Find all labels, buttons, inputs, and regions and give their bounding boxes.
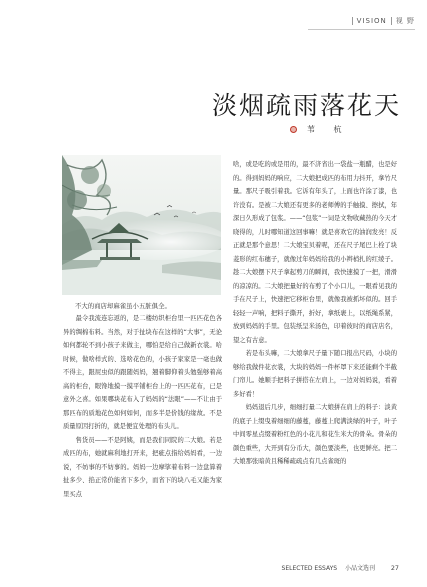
section-header <box>348 16 415 26</box>
image-caption: 不大的商店却麻雀虽小五脏俱全。 <box>75 302 171 310</box>
body-paragraph: 若是布头嘛，二大娘拿尺子量下随口报出尺码，小块的够给我做件花衣裳，大块的妈妈一件杯罩下来还能剩个半截门帘儿。她顺手把料子拼搭在左肩上，一边对妈妈说，看着多好看！ <box>233 350 397 398</box>
section-label-cn: 视 野 <box>395 17 415 25</box>
author-name: 苇 杭 <box>307 125 350 134</box>
header-rule <box>308 29 415 30</box>
article-title: 淡烟疏雨落花天 <box>211 91 401 120</box>
left-text-column <box>63 312 222 501</box>
body-paragraph: 啥，或是吃的或是用的，最不济省出一袋盐一瓶醋，也是好的。得到妈妈的响应，二大娘把成匹的布用力抖开，拿竹尺量。那尺子吸引着我。它诉有年头了，上面也许涂了漆，也许没有。是被二大娘还有更多的老师傅的手触摸、擦拭，年深日久形成了包浆。——“包浆”一词是文物收藏热的今天才晓得的，儿时哪知道这回事嘛！就是喜欢它的油润发亮！反正就是那个意思！二大娘宝贝着呢，还在尺子尾巴上栓了块菱形的红布穗子，就像过年妈妈给我的小辫梢扎的红绫子。趁二大娘摆下尺子拿起剪刀的瞬间，我快速摸了一把，滑滑的凉凉的。二大娘把量好的布剪了个小口儿，一眼看见我的手在尺子上，快速把它移柜台里，就像我被抓坏似的。回手轻轻一声响，把料子撕开，折好，拿纸裹上，以纸绳系紧，放到妈妈的手里。包装纸呈米汤色，印着彼时的商店店名，望之有古意。 <box>233 161 397 344</box>
author-bullet-icon <box>290 126 297 133</box>
author-byline <box>290 124 350 135</box>
right-text-column <box>233 158 397 469</box>
header-divider <box>391 17 392 25</box>
ink-landscape-painting <box>62 155 221 295</box>
magazine-name-cn: 小品文选刊 <box>344 565 375 572</box>
body-paragraph: 最令我流连忘返的，是二楼纺织柜台里一匹匹花色各异的绸棉布料。当然，对于扯块布在这样的“大事”，无论如何都轮不到小孩子来做主，哪怕是给自己做新衣裳。哈时候，做啥样式的、选啥花色的，小孩子家家是一毫也做不得主，跟屁虫似的跟随妈妈，翘着脚仰着头勉强够着高高的柜台，眼馋地摸一摸平铺柜台上的一匹匹花布，已是意外之喜。如果哪块花布入了妈妈的“法眼”——不让由于那匹布的质地花色如何如何，而多半是价钱的缘故。不是质量原因打折的，就是便宜处理的布头儿。 <box>63 315 222 430</box>
article-illustration <box>62 155 221 295</box>
header-divider <box>352 17 353 25</box>
body-paragraph: 妈妈退后几步，细细打量二大娘拼在肩上的料子：淡黄的底子上缀曳着细细的藤蔓，藤蔓上爬满淡绿的叶子，叶子中间零星点缀着粉红色的小花儿和花生米大的骨朵。骨朵的颜色重些，大开到有分币大，颜色要淡些，也更鲜亮。把二大娘那张暗黄且稀稀疏疏点有几点雀斑的 <box>233 404 397 465</box>
magazine-name-en: SELECTED ESSAYS <box>281 565 338 572</box>
page-number: 27 <box>390 564 399 572</box>
body-paragraph: 售货员——不是阿姨，而是我们同院的二大娘。若是成匹的布，她就麻利地打开来，把疵点指给妈妈看，一边说，不妨事的不妨事的。妈妈一边摩挲着布料一边盘算着扯多少、掐正常价能省下多少，而省下的块八毛又能为家里买点 <box>63 436 222 498</box>
section-label-en: VISION <box>356 17 387 25</box>
footer-magazine <box>276 563 375 572</box>
